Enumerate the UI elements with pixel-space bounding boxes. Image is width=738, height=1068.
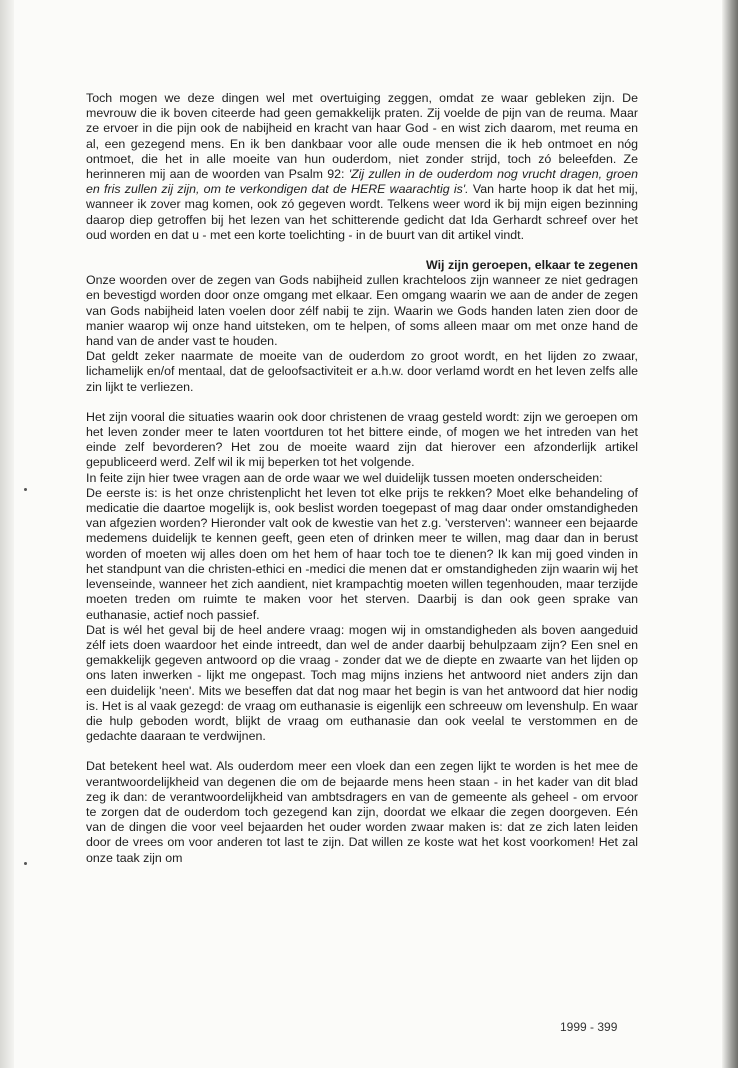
page-right-edge <box>722 0 738 1068</box>
paragraph-6: De eerste is: is het onze christenplicht het leven tot elke prijs te rekken? Moet elke behandeling of medicatie die daartoe mogelijk is, ook beslist worden toegepast of mag daar onder omstandigheden van afgezien worden? Hieronder valt ook de kwestie van het z.g. 'versterven': wanneer een bejaarde medemens duidelijk te kennen geeft, geen eten of drinken meer te willen, mag daar dan in berust worden of moeten wij alles doen om het hem of haar toch toe te dienen? Ik kan mij goed vinden in het standpunt van die christen-ethici en -medici die menen dat er omstandigheden zijn waarin wij het levenseinde, wanneer het zich aandient, niet krampachtig moeten willen tegenhouden, maar terzijde moeten treden om ruimte te maken voor het sterven. Daarbij is dan ook geen sprake van euthanasie, actief noch passief. <box>86 485 638 622</box>
margin-dot <box>24 488 27 491</box>
margin-dot <box>24 862 27 865</box>
paragraph-4: Het zijn vooral die situaties waarin ook door christenen de vraag gesteld wordt: zijn we geroepen om het leven zonder meer te laten voortduren tot het bittere einde, of mogen we het intreden van het einde zelf bevorderen? Het zou de moeite waard zijn dat hierover een afzonderlijk artikel gepubliceerd werd. Zelf wil ik mij beperken tot het volgende. <box>86 409 638 470</box>
article-body <box>86 91 638 866</box>
paragraph-3: Dat geldt zeker naarmate de moeite van de ouderdom zo groot wordt, en het lijden zo zwaar, lichamelijk en/of mentaal, dat de geloofsactiviteit er a.h.w. door verlamd wordt en het leven zelfs alle zin lijkt te verliezen. <box>86 349 638 394</box>
paragraph-1-text-end: Van harte hoop ik dat het mij, wanneer ik zover mag komen, ook zó gegeven wordt. Telkens weer word ik bij mijn eigen bezinning daarop diep getroffen bij het lezen van het schitterende gedicht dat Ida Gerhardt schreef over het oud worden en dat u - met een korte toelichting - in de buurt van dit artikel vindt. <box>86 182 638 242</box>
paragraph-7: Dat is wél het geval bij de heel andere vraag: mogen wij in omstandigheden als boven aangeduid zélf iets doen waardoor het einde intreedt, dan wel de ander daarbij behulpzaam zijn? Een snel en gemakkelijk gegeven antwoord op die vraag - zonder dat we de diepte en zwaarte van het lijden op ons laten inwerken - lijkt me ongepast. Toch mag mijns inziens het antwoord niet anders zijn dan een duidelijk 'neen'. Mits we beseffen dat dat nog maar het begin is van het antwoord dat hier nodig is. Het is al vaak gezegd: de vraag om euthanasie is eigenlijk een schreeuw om levenshulp. En waar die hulp geboden wordt, blijkt de vraag om euthanasie dan ook veelal te verstommen en de gedachte daaraan te verdwijnen. <box>86 622 638 744</box>
psalm-quote: 'Zij zullen in de ouderdom nog vrucht dragen, groen en fris zullen zij zijn, om te verkondigen dat de HERE waarachtig is'. <box>86 167 638 197</box>
page-left-edge <box>0 0 14 1068</box>
paragraph-1-text: Toch mogen we deze dingen wel met overtuiging zeggen, omdat ze waar gebleken zijn. De mevrouw die ik boven citeerde had geen gemakkelijk praten. Zij voelde de pijn van de reuma. Maar ze ervoer in die pijn ook de nabijheid en kracht van haar God - en wist zich daarom, met reuma en al, een gezegend mens. En ik ben dankbaar voor alle oude mensen die ik heb ontmoet en nóg ontmoet, die het in alle moeite van hun ouderdom, niet zonder strijd, toch zó beleefden. Ze herinneren mij aan de woorden van Psalm 92: <box>86 91 638 182</box>
paragraph-2: Onze woorden over de zegen van Gods nabijheid zullen krachteloos zijn wanneer ze niet gedragen en bevestigd worden door onze omgang met elkaar. Een omgang waarin we aan de ander de zegen van Gods nabijheid laten voelen door zélf nabij te zijn. Waarin we Gods handen laten zien door de manier waarop wij onze hand uitsteken, om te helpen, of soms alleen maar om met onze hand de hand van de ander vast te houden. <box>86 273 638 349</box>
paragraph-8: Dat betekent heel wat. Als ouderdom meer een vloek dan een zegen lijkt te worden is het mee de verantwoordelijkheid van degenen die om de bejaarde mens heen staan - in het kader van dit blad zeg ik dan: de verantwoordelijkheid van ambtsdragers en van de gemeente als geheel - om ervoor te zorgen dat de ouderdom toch gezegend kan zijn, doordat we elkaar die zegen doorgeven. Eén van de dingen die voor veel bejaarden het ouder worden zwaar maken is: dat ze zich laten leiden door de vrees om voor anderen tot last te zijn. Dat willen ze koste wat het kost voorkomen! Het zal onze taak zijn om <box>86 759 638 865</box>
section-heading: Wij zijn geroepen, elkaar te zegenen <box>426 258 638 273</box>
paragraph-5: In feite zijn hier twee vragen aan de orde waar we wel duidelijk tussen moeten onderscheiden: <box>86 470 603 485</box>
paragraph-1 <box>86 91 638 243</box>
page-number: 1999 - 399 <box>560 1020 618 1034</box>
